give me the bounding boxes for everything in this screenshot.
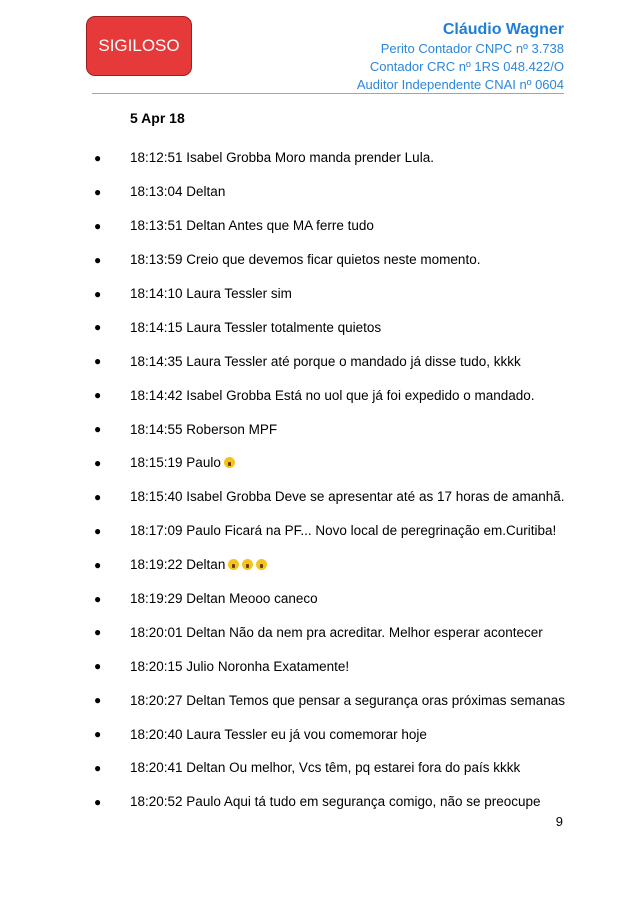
message-text: 18:20:40 Laura Tessler eu já vou comemorar hoje [130, 726, 427, 742]
message-item [90, 209, 590, 243]
message-item [90, 243, 590, 277]
author-credential: Perito Contador CNPC nº 3.738 [380, 41, 564, 56]
message-item [90, 175, 590, 209]
bullet-icon: ● [94, 354, 102, 369]
message-text: 18:12:51 Isabel Grobba Moro manda prender Lula. [130, 150, 434, 166]
author-header [357, 19, 564, 94]
bullet-icon: ● [94, 523, 102, 538]
message-item [90, 378, 590, 412]
bullet-icon: ● [94, 659, 102, 674]
message-text: 18:20:41 Deltan Ou melhor, Vcs têm, pq estarei fora do país kkkk [130, 760, 521, 776]
message-item [90, 751, 590, 785]
message-text: 18:14:10 Laura Tessler sim [130, 286, 292, 301]
message-item [90, 480, 590, 514]
bullet-icon: ● [94, 218, 102, 233]
message-text: 18:15:19 Paulo [130, 455, 221, 471]
message-item [90, 548, 590, 582]
bullet-icon: ● [94, 150, 102, 165]
message-text: 18:13:59 Creio que devemos ficar quietos neste momento. [130, 252, 481, 268]
bullet-icon: ● [94, 184, 102, 199]
message-text: 18:19:22 Deltan [130, 557, 226, 573]
page-number: 9 [555, 814, 563, 829]
sigiloso-stamp [86, 16, 192, 76]
message-text: 18:14:15 Laura Tessler totalmente quietos [130, 319, 382, 335]
shocked-face-icon [256, 559, 267, 570]
bullet-icon: ● [94, 286, 102, 301]
shocked-face-icon [224, 457, 235, 468]
message-text: 18:19:29 Deltan Meooo caneco [130, 591, 318, 607]
message-text: 18:14:42 Isabel Grobba Está no uol que já foi expedido o mandado. [130, 387, 535, 403]
message-item [90, 141, 590, 175]
author-credential: Auditor Independente CNAI nº 0604 [356, 77, 564, 92]
bullet-icon: ● [94, 557, 102, 572]
message-text: 18:14:35 Laura Tessler até porque o mandado já disse tudo, kkkk [130, 353, 521, 369]
message-item [90, 344, 590, 378]
message-text: 18:13:04 Deltan [130, 184, 226, 200]
message-text: 18:20:52 Paulo Aqui tá tudo em segurança comigo, não se preocupe [130, 794, 541, 810]
message-item [90, 582, 590, 616]
message-item [90, 615, 590, 649]
message-list [90, 141, 590, 819]
message-item [90, 785, 590, 819]
message-item [90, 412, 590, 446]
bullet-icon: ● [94, 727, 102, 742]
author-name: Cláudio Wagner [442, 21, 564, 38]
message-item [90, 649, 590, 683]
bullet-icon: ● [94, 625, 102, 640]
message-text: 18:20:27 Deltan Temos que pensar a segurança oras próximas semanas [130, 692, 566, 708]
header-divider [92, 93, 564, 94]
author-credential: Contador CRC nº 1RS 048.422/O [369, 59, 564, 74]
message-item [90, 683, 590, 717]
bullet-icon: ● [94, 455, 102, 470]
message-item [90, 310, 590, 344]
bullet-icon: ● [94, 489, 102, 504]
message-text: 18:20:01 Deltan Não da nem pra acreditar. Melhor esperar acontecer [130, 624, 543, 640]
message-text: 18:17:09 Paulo Ficará na PF... Novo local de peregrinação em.Curitiba! [130, 523, 557, 539]
bullet-icon: ● [94, 794, 102, 809]
bullet-icon: ● [94, 693, 102, 708]
message-text: 18:14:55 Roberson MPF [130, 421, 278, 437]
bullet-icon: ● [94, 320, 102, 335]
message-item [90, 446, 590, 480]
bullet-icon: ● [94, 760, 102, 775]
message-item [90, 717, 590, 751]
shocked-face-icon [242, 559, 253, 570]
message-text: 18:13:51 Deltan Antes que MA ferre tudo [130, 218, 374, 234]
bullet-icon: ● [94, 388, 102, 403]
chat-date: 5 Apr 18 [130, 110, 185, 126]
message-text: 18:20:15 Julio Noronha Exatamente! [130, 658, 350, 674]
bullet-icon: ● [94, 591, 102, 606]
shocked-face-icon [228, 559, 239, 570]
message-item [90, 514, 590, 548]
bullet-icon: ● [94, 422, 102, 437]
message-text: 18:15:40 Isabel Grobba Deve se apresentar até as 17 horas de amanhã. [130, 489, 565, 505]
message-item [90, 277, 590, 311]
bullet-icon: ● [94, 252, 102, 267]
sigiloso-label: SIGILOSO [98, 36, 180, 55]
